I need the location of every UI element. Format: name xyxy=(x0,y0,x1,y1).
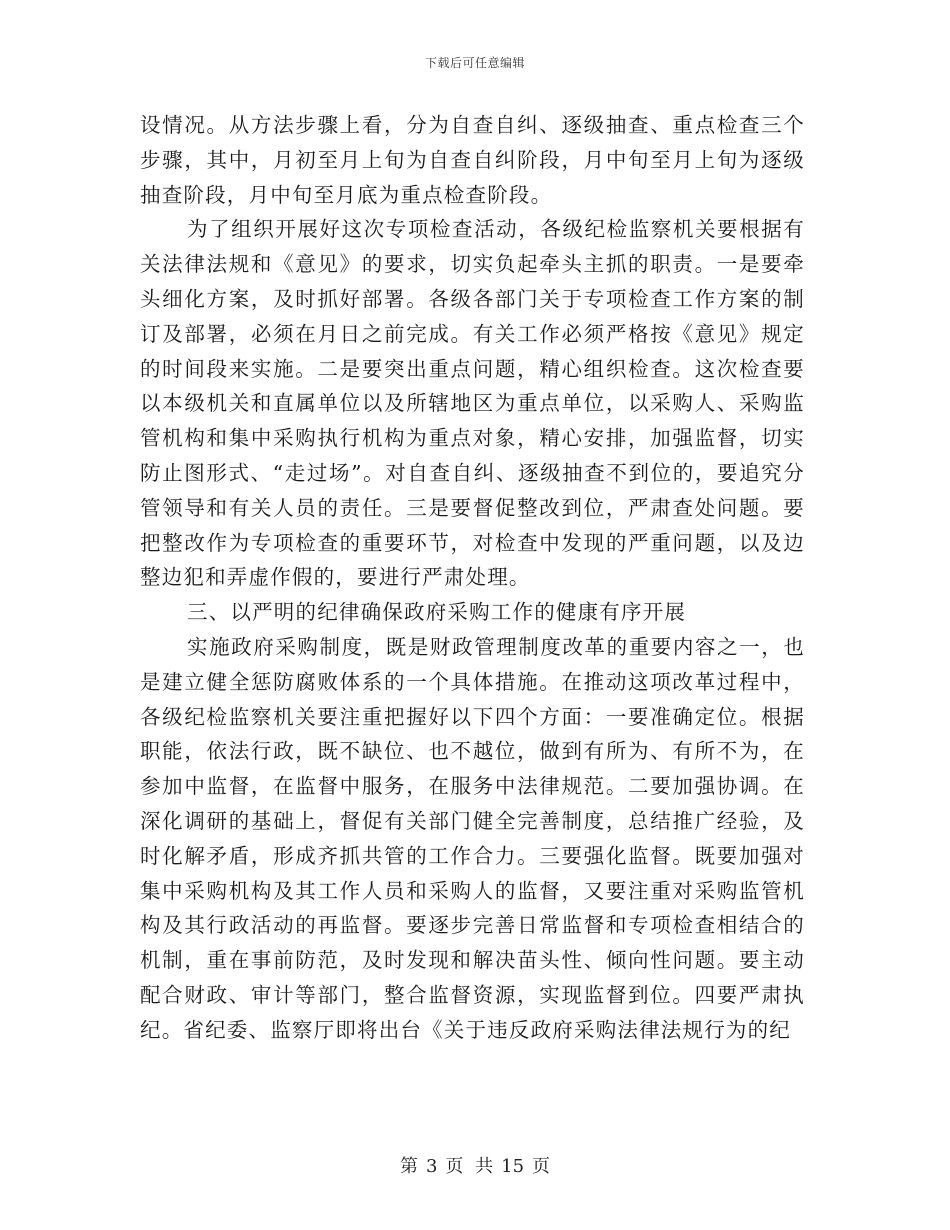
footer-suffix: 页 xyxy=(532,1156,551,1177)
paragraph: 设情况。从方法步骤上看，分为自查自纠、逐级抽查、重点检查三个步骤，其中，月初至月上旬为自查自纠阶段，月中旬至月上旬为逐级抽查阶段，月中旬至月底为重点检查阶段。 xyxy=(140,113,805,207)
current-page-number: 3 xyxy=(425,1156,438,1177)
section-heading: 三、以严明的纪律确保政府采购工作的健康有序开展 xyxy=(187,600,687,625)
page-footer xyxy=(0,1152,950,1178)
footer-mid: 页 共 xyxy=(445,1156,494,1177)
document-body xyxy=(140,108,805,1048)
paragraph: 实施政府采购制度，既是财政管理制度改革的重要内容之一，也是建立健全惩防腐败体系的一个具体措施。在推动这项改革过程中，各级纪检监察机关要注重把握好以下四个方面：一要准确定位。根据职能，依法行政，既不缺位、也不越位，做到有所为、有所不为，在参加中监督，在监督中服务，在服务中法律规范。二要加强协调。在深化调研的基础上，督促有关部门健全完善制度，总结推广经验，及时化解矛盾，形成齐抓共管的工作合力。三要强化监督。既要加强对集中采购机构及其工作人员和采购人的监督，又要注重对采购监管机构及其行政活动的再监督。要逐步完善日常监督和专项检查相结合的机制，重在事前防范，及时发现和解决苗头性、倾向性问题。要主动配合财政、审计等部门，整合监督资源，实现监督到位。四要严肃执纪。省纪委、监察厅即将出台《关于违反政府采购法律法规行为的纪 xyxy=(140,634,805,1042)
paragraph: 为了组织开展好这次专项检查活动，各级纪检监察机关要根据有关法律法规和《意见》的要求，切实负起牵头主抓的职责。一是要牵头细化方案，及时抓好部署。各级各部门关于专项检查工作方案的制订及部署，必须在月日之前完成。有关工作必须严格按《意见》规定的时间段来实施。二是要突出重点问题，精心组织检查。这次检查要以本级机关和直属单位以及所辖地区为重点单位，以采购人、采购监管机构和集中采购执行机构为重点对象，精心安排，加强监督，切实防止图形式、“走过场”。对自查自纠、逐级抽查不到位的，要追究分管领导和有关人员的责任。三是要督促整改到位，严肃查处问题。要把整改作为专项检查的重要环节，对检查中发现的严重问题，以及边整边犯和弄虚作假的，要进行严肃处理。 xyxy=(140,217,805,590)
footer-prefix: 第 xyxy=(399,1156,418,1177)
total-page-count: 15 xyxy=(501,1156,525,1177)
page-header-note: 下载后可任意编辑 xyxy=(424,56,525,70)
